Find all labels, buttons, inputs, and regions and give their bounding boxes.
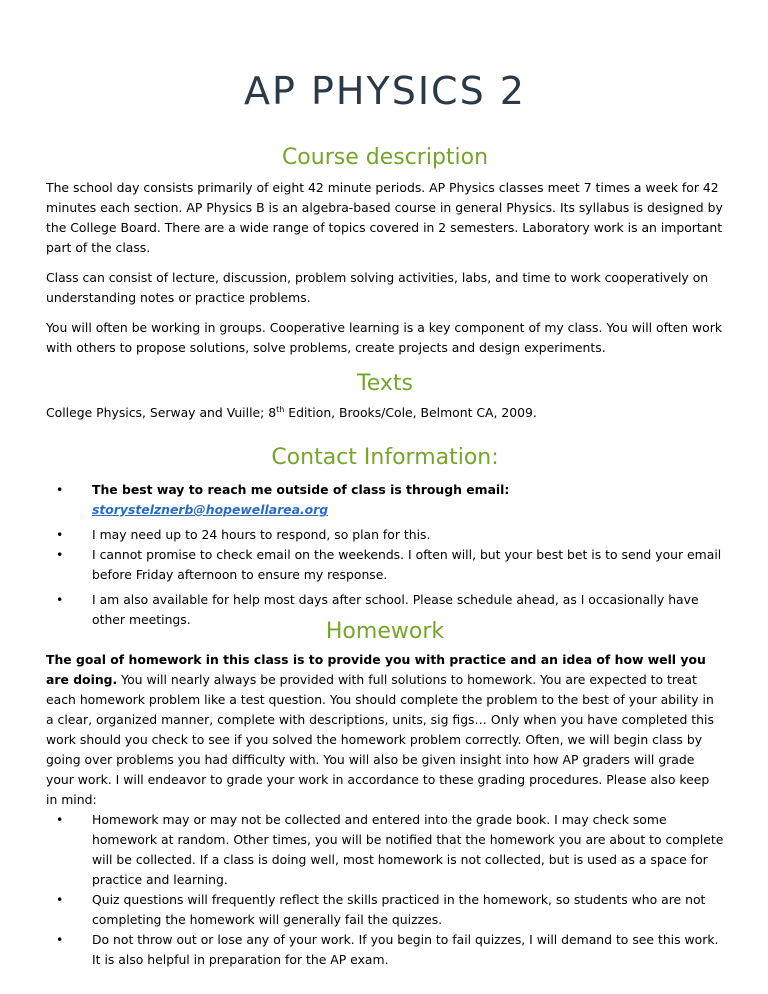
homework-list: [46, 810, 724, 970]
contact-item-text: I may need up to 24 hours to respond, so plan for this.: [92, 527, 431, 542]
contact-section: [46, 444, 724, 635]
contact-item-email: [56, 480, 724, 520]
bullet-icon: •: [56, 482, 64, 497]
homework-item-collection: [56, 810, 724, 890]
homework-body: You will nearly always be provided with full solutions to homework. You are expected to treat each homework problem like a test question. You should complete the problem to the best of your ability in a clear, organized manner, complete with descriptions, units, sig figs… Only when you have completed this work should you check to see if you solved the homework problem correctly. Often, we will begin class by going over problems you had difficulty with. You will also be given insight into how AP graders will grade your work. I will endeavor to grade your work in accordance to these grading procedures. Please also keep in mind:: [46, 672, 714, 807]
contact-list: [46, 480, 724, 630]
contact-email-link[interactable]: storystelznerb@hopewellarea.org: [92, 502, 329, 517]
texts-section: [46, 370, 724, 423]
contact-item-response-time: [56, 525, 724, 545]
texts-citation-rest: Edition, Brooks/Cole, Belmont CA, 2009.: [284, 405, 537, 420]
homework-heading: Homework: [325, 619, 445, 644]
texts-heading: Texts: [357, 371, 413, 396]
contact-item-weekends: [56, 545, 724, 585]
bullet-icon: •: [56, 812, 64, 827]
homework-item-text: Do not throw out or lose any of your work. If you begin to fail quizzes, I will demand to see this work. It is also helpful in preparation for the AP exam.: [92, 932, 719, 967]
homework-item-quizzes: [56, 890, 724, 930]
homework-paragraph: [46, 650, 724, 810]
texts-citation: [46, 403, 724, 423]
course-description-heading: Course description: [281, 145, 489, 170]
bullet-icon: •: [56, 547, 64, 562]
course-paragraph-2: Class can consist of lecture, discussion, problem solving activities, labs, and time to work cooperatively on understanding notes or practice problems.: [46, 270, 709, 305]
texts-citation-sup: th: [276, 404, 285, 414]
homework-lead: The goal of homework in this class is to provide you with practice and an idea of how well you are doing.: [46, 652, 706, 687]
bullet-icon: •: [56, 527, 64, 542]
homework-item-text: Homework may or may not be collected and entered into the grade book. I may check some homework at random. Other times, you will be notified that the homework you are about to complete will be collected. If a class is doing well, most homework is not collected, but is used as a space for practice and learning.: [92, 812, 724, 887]
homework-section: [46, 618, 724, 970]
texts-citation-main: College Physics, Serway and Vuille; 8: [46, 405, 277, 420]
contact-item-text: I cannot promise to check email on the weekends. I often will, but your best bet is to send your email before Friday afternoon to ensure my response.: [92, 547, 722, 582]
contact-item-text: I am also available for help most days after school. Please schedule ahead, as I occasionally have other meetings.: [92, 592, 699, 627]
homework-item-keep-work: [56, 930, 724, 970]
course-paragraph-3: You will often be working in groups. Cooperative learning is a key component of my class. You will often work with others to propose solutions, solve problems, create projects and design experiments.: [46, 320, 722, 355]
bullet-icon: •: [56, 592, 64, 607]
bullet-icon: •: [56, 932, 64, 947]
homework-item-text: Quiz questions will frequently reflect the skills practiced in the homework, so students who are not completing the homework will generally fail the quizzes.: [92, 892, 706, 927]
course-paragraph-1: The school day consists primarily of eight 42 minute periods. AP Physics classes meet 7 times a week for 42 minutes each section. AP Physics B is an algebra-based course in general Physics. Its syllabus is designed by the College Board. There are a wide range of topics covered in 2 semesters. Laboratory work is an important part of the class.: [46, 180, 723, 255]
bullet-icon: •: [56, 892, 64, 907]
page-title: AP PHYSICS 2: [244, 69, 526, 113]
contact-heading: Contact Information:: [271, 445, 499, 470]
contact-email-lead: The best way to reach me outside of class is through email:: [92, 482, 510, 497]
course-description-section: [46, 144, 724, 358]
